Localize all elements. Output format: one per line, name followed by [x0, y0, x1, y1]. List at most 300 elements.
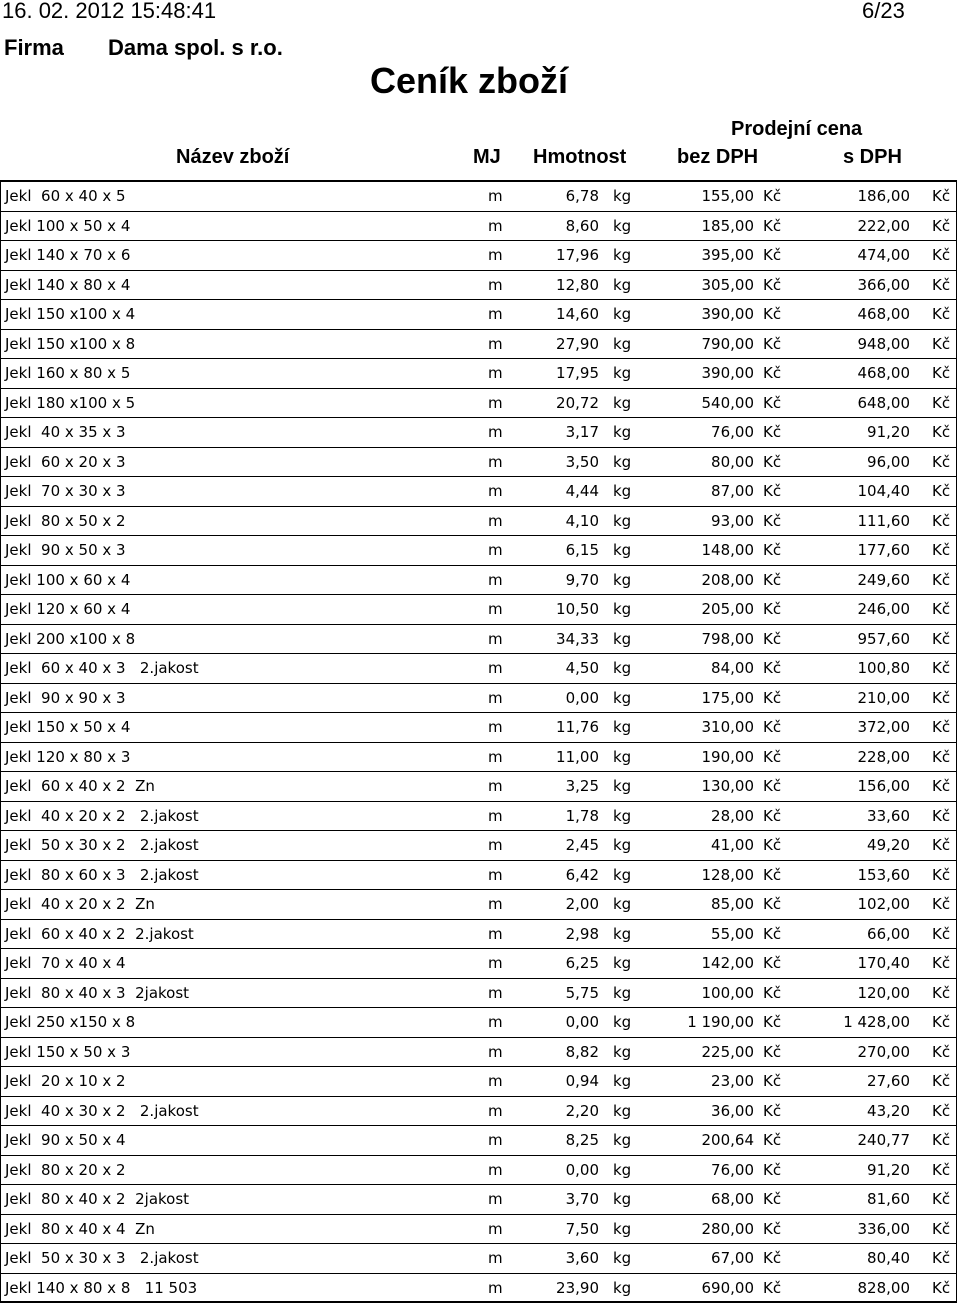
product-name: Jekl 140 x 70 x 6	[5, 246, 131, 264]
price-gross: 111,60	[857, 511, 910, 530]
product-name: Jekl 100 x 60 x 4	[5, 570, 131, 589]
price-net: 390,00	[701, 305, 754, 323]
table-row	[0, 448, 957, 478]
table-row	[0, 1274, 957, 1304]
price-gross: 91,20	[867, 423, 910, 441]
weight-value: 6,25	[565, 954, 599, 972]
weight-value: 10,50	[556, 600, 599, 618]
weight-unit: kg	[613, 452, 632, 471]
weight-unit: kg	[613, 777, 632, 795]
weight-unit: kg	[613, 423, 632, 441]
product-name: Jekl 250 x150 x 8	[5, 1013, 136, 1031]
unit: m	[488, 482, 503, 500]
currency-net: Kč	[763, 954, 782, 972]
currency-net: Kč	[763, 747, 782, 766]
weight-unit: kg	[613, 659, 632, 677]
weight-value: 23,90	[556, 1278, 599, 1297]
column-header-price-net: bez DPH	[677, 146, 759, 168]
currency-gross: Kč	[932, 1278, 951, 1297]
price-net: 390,00	[701, 364, 754, 382]
unit: m	[488, 452, 503, 471]
company-name: Dama spol. s r.o.	[108, 35, 283, 60]
currency-net: Kč	[763, 305, 782, 323]
weight-unit: kg	[613, 570, 632, 589]
unit: m	[488, 1072, 503, 1090]
weight-value: 6,42	[565, 865, 599, 884]
currency-net: Kč	[763, 983, 782, 1002]
currency-net: Kč	[763, 275, 782, 294]
currency-gross: Kč	[932, 393, 951, 412]
product-name: Jekl 90 x 50 x 3	[5, 541, 126, 559]
table-row	[0, 625, 957, 655]
currency-gross: Kč	[932, 777, 951, 795]
table-row	[0, 1008, 957, 1038]
price-gross: 102,00	[857, 895, 910, 913]
price-gross: 270,00	[857, 1042, 910, 1061]
weight-unit: kg	[613, 216, 632, 235]
currency-gross: Kč	[932, 1160, 951, 1179]
product-name: Jekl 50 x 30 x 3 2.jakost	[5, 1249, 199, 1267]
currency-gross: Kč	[932, 541, 951, 559]
weight-value: 2,00	[565, 895, 599, 913]
price-gross: 468,00	[857, 305, 910, 323]
table-row	[0, 1215, 957, 1245]
weight-unit: kg	[613, 334, 632, 353]
table-row	[0, 802, 957, 832]
price-gross: 249,60	[857, 570, 910, 589]
table-row	[0, 949, 957, 979]
currency-net: Kč	[763, 1160, 782, 1179]
currency-gross: Kč	[932, 423, 951, 441]
unit: m	[488, 1042, 503, 1061]
product-name: Jekl 90 x 90 x 3	[5, 688, 126, 707]
product-name: Jekl 120 x 80 x 3	[5, 747, 131, 766]
table-row	[0, 241, 957, 271]
weight-unit: kg	[613, 187, 632, 205]
price-gross: 240,77	[857, 1131, 910, 1149]
weight-unit: kg	[613, 983, 632, 1002]
table-row	[0, 1126, 957, 1156]
price-net: 68,00	[711, 1190, 754, 1208]
page-number: 6/23	[862, 0, 905, 23]
price-gross: 81,60	[867, 1190, 910, 1208]
product-name: Jekl 150 x100 x 8	[5, 334, 136, 353]
currency-gross: Kč	[932, 187, 951, 205]
unit: m	[488, 1013, 503, 1031]
currency-net: Kč	[763, 393, 782, 412]
weight-unit: kg	[613, 305, 632, 323]
weight-unit: kg	[613, 541, 632, 559]
table-row	[0, 212, 957, 242]
weight-unit: kg	[613, 865, 632, 884]
currency-gross: Kč	[932, 806, 951, 825]
unit: m	[488, 541, 503, 559]
price-gross: 1 428,00	[843, 1013, 910, 1031]
unit: m	[488, 924, 503, 943]
weight-unit: kg	[613, 629, 632, 648]
weight-unit: kg	[613, 688, 632, 707]
currency-gross: Kč	[932, 688, 951, 707]
weight-value: 1,78	[565, 806, 599, 825]
price-gross: 957,60	[857, 629, 910, 648]
currency-gross: Kč	[932, 629, 951, 648]
price-net: 1 190,00	[687, 1013, 754, 1031]
currency-net: Kč	[763, 334, 782, 353]
weight-value: 14,60	[556, 305, 599, 323]
currency-gross: Kč	[932, 1190, 951, 1208]
table-row	[0, 713, 957, 743]
weight-value: 27,90	[556, 334, 599, 353]
product-name: Jekl 140 x 80 x 4	[5, 275, 131, 294]
product-name: Jekl 150 x 50 x 4	[5, 718, 131, 736]
product-name: Jekl 80 x 60 x 3 2.jakost	[5, 865, 199, 884]
table-row	[0, 359, 957, 389]
product-name: Jekl 80 x 50 x 2	[5, 511, 126, 530]
currency-gross: Kč	[932, 570, 951, 589]
unit: m	[488, 334, 503, 353]
currency-net: Kč	[763, 187, 782, 205]
currency-gross: Kč	[932, 1013, 951, 1031]
product-name: Jekl 60 x 40 x 2 2.jakost	[5, 924, 194, 943]
weight-value: 34,33	[556, 629, 599, 648]
price-net: 100,00	[701, 983, 754, 1002]
weight-unit: kg	[613, 364, 632, 382]
weight-value: 3,25	[565, 777, 599, 795]
currency-gross: Kč	[932, 275, 951, 294]
currency-gross: Kč	[932, 1101, 951, 1120]
currency-gross: Kč	[932, 364, 951, 382]
currency-gross: Kč	[932, 865, 951, 884]
unit: m	[488, 836, 503, 854]
currency-net: Kč	[763, 364, 782, 382]
unit: m	[488, 983, 503, 1002]
unit: m	[488, 747, 503, 766]
currency-net: Kč	[763, 541, 782, 559]
unit: m	[488, 1219, 503, 1238]
weight-value: 7,50	[565, 1219, 599, 1238]
price-net: 205,00	[701, 600, 754, 618]
price-net: 85,00	[711, 895, 754, 913]
weight-unit: kg	[613, 600, 632, 618]
table-row	[0, 831, 957, 861]
product-name: Jekl 70 x 40 x 4	[5, 954, 126, 972]
weight-unit: kg	[613, 1219, 632, 1238]
currency-net: Kč	[763, 688, 782, 707]
weight-value: 0,94	[565, 1072, 599, 1090]
price-net: 305,00	[701, 275, 754, 294]
product-name: Jekl 150 x 50 x 3	[5, 1042, 131, 1061]
product-name: Jekl 80 x 40 x 4 Zn	[5, 1219, 155, 1238]
unit: m	[488, 1278, 503, 1297]
weight-value: 6,15	[565, 541, 599, 559]
price-net: 128,00	[701, 865, 754, 884]
currency-net: Kč	[763, 246, 782, 264]
table-row	[0, 1097, 957, 1127]
currency-gross: Kč	[932, 1131, 951, 1149]
price-net: 130,00	[701, 777, 754, 795]
price-gross: 170,40	[857, 954, 910, 972]
weight-unit: kg	[613, 954, 632, 972]
unit: m	[488, 1131, 503, 1149]
currency-gross: Kč	[932, 747, 951, 766]
price-net: 67,00	[711, 1249, 754, 1267]
unit: m	[488, 511, 503, 530]
price-net: 540,00	[701, 393, 754, 412]
document-title: Ceník zboží	[370, 60, 569, 101]
weight-unit: kg	[613, 1013, 632, 1031]
currency-gross: Kč	[932, 659, 951, 677]
price-table	[0, 180, 957, 1303]
table-row	[0, 1156, 957, 1186]
currency-net: Kč	[763, 836, 782, 854]
currency-gross: Kč	[932, 511, 951, 530]
table-row	[0, 684, 957, 714]
price-net: 93,00	[711, 511, 754, 530]
price-net: 690,00	[701, 1278, 754, 1297]
table-row	[0, 536, 957, 566]
company-label: Firma	[4, 35, 64, 60]
product-name: Jekl 20 x 10 x 2	[5, 1072, 126, 1090]
currency-gross: Kč	[932, 305, 951, 323]
currency-gross: Kč	[932, 334, 951, 353]
price-gross: 828,00	[857, 1278, 910, 1297]
currency-gross: Kč	[932, 718, 951, 736]
currency-net: Kč	[763, 1249, 782, 1267]
price-gross: 104,40	[857, 482, 910, 500]
weight-unit: kg	[613, 482, 632, 500]
currency-gross: Kč	[932, 836, 951, 854]
weight-unit: kg	[613, 1249, 632, 1267]
weight-value: 2,98	[565, 924, 599, 943]
price-gross: 120,00	[857, 983, 910, 1002]
table-row	[0, 654, 957, 684]
currency-gross: Kč	[932, 954, 951, 972]
unit: m	[488, 1160, 503, 1179]
table-row	[0, 1067, 957, 1097]
weight-value: 11,76	[556, 718, 599, 736]
unit: m	[488, 659, 503, 677]
currency-net: Kč	[763, 600, 782, 618]
weight-value: 3,50	[565, 452, 599, 471]
weight-unit: kg	[613, 275, 632, 294]
product-name: Jekl 60 x 40 x 3 2.jakost	[5, 659, 199, 677]
currency-net: Kč	[763, 570, 782, 589]
column-header-name: Název zboží	[176, 146, 290, 168]
currency-net: Kč	[763, 777, 782, 795]
product-name: Jekl 140 x 80 x 8 11 503	[5, 1278, 198, 1297]
currency-net: Kč	[763, 1101, 782, 1120]
unit: m	[488, 187, 503, 205]
product-name: Jekl 120 x 60 x 4	[5, 600, 131, 618]
unit: m	[488, 954, 503, 972]
weight-unit: kg	[613, 924, 632, 943]
product-name: Jekl 50 x 30 x 2 2.jakost	[5, 836, 199, 854]
price-gross: 43,20	[867, 1101, 910, 1120]
price-net: 36,00	[711, 1101, 754, 1120]
weight-value: 3,17	[565, 423, 599, 441]
currency-gross: Kč	[932, 246, 951, 264]
price-net: 395,00	[701, 246, 754, 264]
currency-gross: Kč	[932, 1042, 951, 1061]
weight-unit: kg	[613, 1042, 632, 1061]
currency-gross: Kč	[932, 482, 951, 500]
product-name: Jekl 60 x 20 x 3	[5, 452, 126, 471]
unit: m	[488, 600, 503, 618]
currency-net: Kč	[763, 452, 782, 471]
table-row	[0, 1038, 957, 1068]
unit: m	[488, 895, 503, 913]
product-name: Jekl 40 x 30 x 2 2.jakost	[5, 1101, 199, 1120]
table-row	[0, 1244, 957, 1274]
weight-value: 8,82	[565, 1042, 599, 1061]
weight-unit: kg	[613, 1072, 632, 1090]
price-net: 790,00	[701, 334, 754, 353]
product-name: Jekl 180 x100 x 5	[5, 393, 136, 412]
unit: m	[488, 275, 503, 294]
unit: m	[488, 1190, 503, 1208]
weight-unit: kg	[613, 836, 632, 854]
table-row	[0, 300, 957, 330]
weight-unit: kg	[613, 806, 632, 825]
currency-net: Kč	[763, 865, 782, 884]
price-net: 148,00	[701, 541, 754, 559]
price-net: 310,00	[701, 718, 754, 736]
price-net: 84,00	[711, 659, 754, 677]
price-net: 142,00	[701, 954, 754, 972]
weight-unit: kg	[613, 1101, 632, 1120]
table-row	[0, 477, 957, 507]
column-header-price-gross: s DPH	[843, 146, 902, 168]
product-name: Jekl 70 x 30 x 3	[5, 482, 126, 500]
unit: m	[488, 216, 503, 235]
price-group-header: Prodejní cena	[731, 118, 863, 140]
product-name: Jekl 40 x 35 x 3	[5, 423, 126, 441]
weight-value: 2,45	[565, 836, 599, 854]
price-gross: 91,20	[867, 1160, 910, 1179]
price-gross: 648,00	[857, 393, 910, 412]
price-net: 76,00	[711, 1160, 754, 1179]
price-gross: 228,00	[857, 747, 910, 766]
weight-unit: kg	[613, 1131, 632, 1149]
table-row	[0, 182, 957, 212]
unit: m	[488, 364, 503, 382]
product-name: Jekl 200 x100 x 8	[5, 629, 136, 648]
currency-net: Kč	[763, 1278, 782, 1297]
currency-gross: Kč	[932, 600, 951, 618]
product-name: Jekl 80 x 40 x 3 2jakost	[5, 983, 190, 1002]
price-net: 55,00	[711, 924, 754, 943]
weight-value: 0,00	[565, 1160, 599, 1179]
unit: m	[488, 777, 503, 795]
unit: m	[488, 1101, 503, 1120]
currency-gross: Kč	[932, 452, 951, 471]
table-row	[0, 743, 957, 773]
currency-gross: Kč	[932, 216, 951, 235]
weight-value: 9,70	[565, 570, 599, 589]
weight-unit: kg	[613, 393, 632, 412]
price-gross: 468,00	[857, 364, 910, 382]
currency-gross: Kč	[932, 1072, 951, 1090]
unit: m	[488, 629, 503, 648]
price-net: 28,00	[711, 806, 754, 825]
unit: m	[488, 423, 503, 441]
weight-value: 12,80	[556, 275, 599, 294]
currency-net: Kč	[763, 482, 782, 500]
product-name: Jekl 80 x 40 x 2 2jakost	[5, 1190, 190, 1208]
weight-value: 3,60	[565, 1249, 599, 1267]
currency-net: Kč	[763, 924, 782, 943]
price-net: 190,00	[701, 747, 754, 766]
currency-gross: Kč	[932, 1219, 951, 1238]
weight-unit: kg	[613, 246, 632, 264]
currency-net: Kč	[763, 1013, 782, 1031]
currency-gross: Kč	[932, 895, 951, 913]
price-gross: 186,00	[857, 187, 910, 205]
table-row	[0, 595, 957, 625]
print-datetime: 16. 02. 2012 15:48:41	[2, 0, 217, 23]
product-name: Jekl 60 x 40 x 5	[5, 187, 126, 205]
table-row	[0, 1185, 957, 1215]
price-gross: 156,00	[857, 777, 910, 795]
table-row	[0, 271, 957, 301]
table-row	[0, 330, 957, 360]
currency-net: Kč	[763, 718, 782, 736]
unit: m	[488, 1249, 503, 1267]
price-gross: 474,00	[857, 246, 910, 264]
price-net: 185,00	[701, 216, 754, 235]
currency-gross: Kč	[932, 924, 951, 943]
price-gross: 222,00	[857, 216, 910, 235]
price-gross: 372,00	[857, 718, 910, 736]
product-name: Jekl 40 x 20 x 2 Zn	[5, 895, 155, 913]
column-header-unit: MJ	[473, 146, 501, 168]
currency-net: Kč	[763, 511, 782, 530]
price-net: 80,00	[711, 452, 754, 471]
weight-value: 4,44	[565, 482, 599, 500]
unit: m	[488, 246, 503, 264]
price-gross: 80,40	[867, 1249, 910, 1267]
unit: m	[488, 688, 503, 707]
price-gross: 246,00	[857, 600, 910, 618]
price-gross: 177,60	[857, 541, 910, 559]
table-row	[0, 979, 957, 1009]
price-net: 76,00	[711, 423, 754, 441]
price-net: 225,00	[701, 1042, 754, 1061]
product-name: Jekl 90 x 50 x 4	[5, 1131, 126, 1149]
price-net: 798,00	[701, 629, 754, 648]
currency-net: Kč	[763, 629, 782, 648]
weight-unit: kg	[613, 1160, 632, 1179]
product-name: Jekl 80 x 20 x 2	[5, 1160, 126, 1179]
weight-value: 17,95	[556, 364, 599, 382]
table-row	[0, 507, 957, 537]
price-net: 155,00	[701, 187, 754, 205]
price-net: 87,00	[711, 482, 754, 500]
weight-value: 5,75	[565, 983, 599, 1002]
weight-unit: kg	[613, 511, 632, 530]
price-net: 175,00	[701, 688, 754, 707]
currency-net: Kč	[763, 1072, 782, 1090]
price-gross: 366,00	[857, 275, 910, 294]
price-gross: 49,20	[867, 836, 910, 854]
table-row	[0, 920, 957, 950]
weight-value: 8,60	[565, 216, 599, 235]
price-net: 23,00	[711, 1072, 754, 1090]
unit: m	[488, 865, 503, 884]
currency-gross: Kč	[932, 1249, 951, 1267]
price-gross: 27,60	[867, 1072, 910, 1090]
price-net: 208,00	[701, 570, 754, 589]
